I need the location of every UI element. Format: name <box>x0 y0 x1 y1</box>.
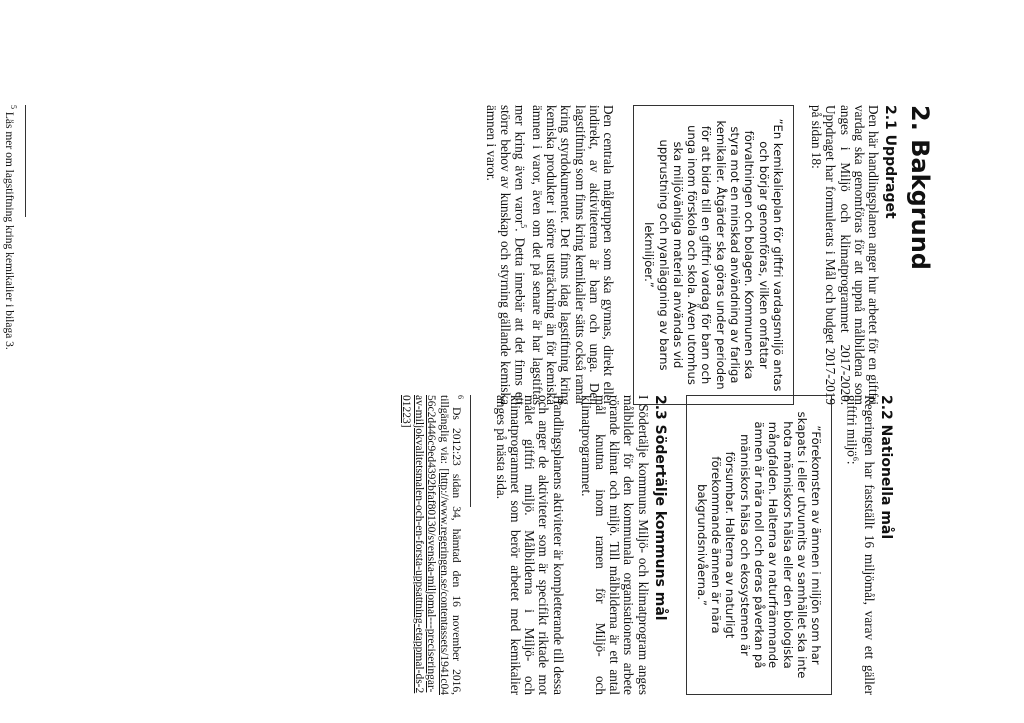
section-2-1-intro: Den här handlingsplanen anger hur arbetet för en giftfri vardag ska genomföras för att uppnå målbildena som anges i Miljö och klimatprogrammet 2017-2020. Uppdraget har formulerats i Mål och budget 2017-2019 på sidan 18: <box>809 105 881 405</box>
footnote-5-number: 5 <box>8 105 18 109</box>
left-column <box>2 105 1024 405</box>
section-2-2-quote: ”Förekomsten av ämnen i miljön som har skapats i eller utvunnits av samhället ska inte hota människors hälsa eller den biologiska mångfalden. Halterna av naturfrämmande ämnen är nära noll och deras påverkan på människors hälsa och ekosystemen är försumbar. Halterna av naturligt förekommande ämnen är nära bakgrundsnivåerna.” <box>694 411 824 679</box>
section-2-3-p1: I Södertälje kommuns Miljö- och klimatprogram anges målbilder för den kommunala organisationens arbete rörande klimat och miljö. Till målbilderna är ett antal mål knutna inom ramen för Miljö- och klimatprogrammet. <box>578 395 651 695</box>
section-2-1-body: Den centrala målgruppen som ska gynnas, direkt eller indirekt, av aktiviteterna är barn och unga. Den lagstiftning som finns kring kemikalier sätts också ramar kring styrdokumentet. Det finns idag lagstiftning kring kemiska produkter i större utsträckning än för kemiska ämnen i varor, även om det på senare är har lagstiftas mer kring även varor$^5$. Detta innebär att det finns ett större behov av kunskap och styrning gällande kemiska ämnen i varor. <box>484 105 617 406</box>
footnote-ref-5: 5 <box>518 224 528 229</box>
section-2-2-intro: Regeringen har fastställt 16 miljömål, varav ett gäller giftfri miljö$^6$: <box>844 395 877 695</box>
section-2-3-p2: Handlingsplanens aktiviteter är kompletterande till dessa och anger de aktiviteter som är specifikt riktade mot målet giftfri miljö. Målbilderna i Miljö- och klimatprogrammet som berör arbetet med kemikalier anges på nästa sida. <box>493 395 566 695</box>
section-2-2-title: 2.2 Nationella mål <box>878 395 894 540</box>
section-2-1-title: 2.1 Uppdraget <box>882 105 898 219</box>
footnote-6-number: 6 <box>456 395 466 399</box>
footnote-rule-right <box>471 395 472 507</box>
section-2-1-quote: ”En kemikalieplan för giftfri vardagsmiljö antas och börjar genomföras, vilken omfattar förvaltningen och bolagen. Kommunen ska styra mot en minskad användning av farliga kemikalier. Åtgärder ska göras under perioden för att bidra till en giftfri vardag för barn och unga inom förskola och skola. Även utomhus ska miljövänliga material användas vid upprustning och nyanläggning av barns lekmiljöer.” <box>642 118 785 392</box>
section-2-2-quote-box <box>686 395 833 695</box>
footnote-6: $^6$ Ds 2012:23 sidan 34, hämtad den 16 november 2016, tillgänglig via: [http://www.regeringen.se/contentassets/1941c0456c2d446c9ed4392bfaf80130/svenska-miljomal---preciseringar-av-miljokvalitetsmalen-och-en-forsta-uppsattning-etappmal-ds-201223] <box>400 395 466 695</box>
footnote-ref-6: 6 <box>850 456 860 461</box>
footnote-6-link[interactable]: [http://www.regeringen.se/contentassets/1941c0456c2d446c9ed4392bfaf80130/svenska-miljomal---preciseringar-av-miljokvalitetsmalen-och-en-forsta-uppsattning-etappmal-ds-201223] <box>400 395 451 695</box>
right-column <box>400 395 1024 695</box>
section-2-1-quote-box <box>633 105 794 405</box>
section-heading: 2. Bakgrund <box>906 105 934 270</box>
footnote-5: $^5$ Läs mer om lagstiftning kring kemikalier i bilaga 3. <box>2 105 18 350</box>
section-2-3-title: 2.3 Södertälje kommuns mål <box>651 395 668 621</box>
footnote-rule-left <box>25 105 26 217</box>
